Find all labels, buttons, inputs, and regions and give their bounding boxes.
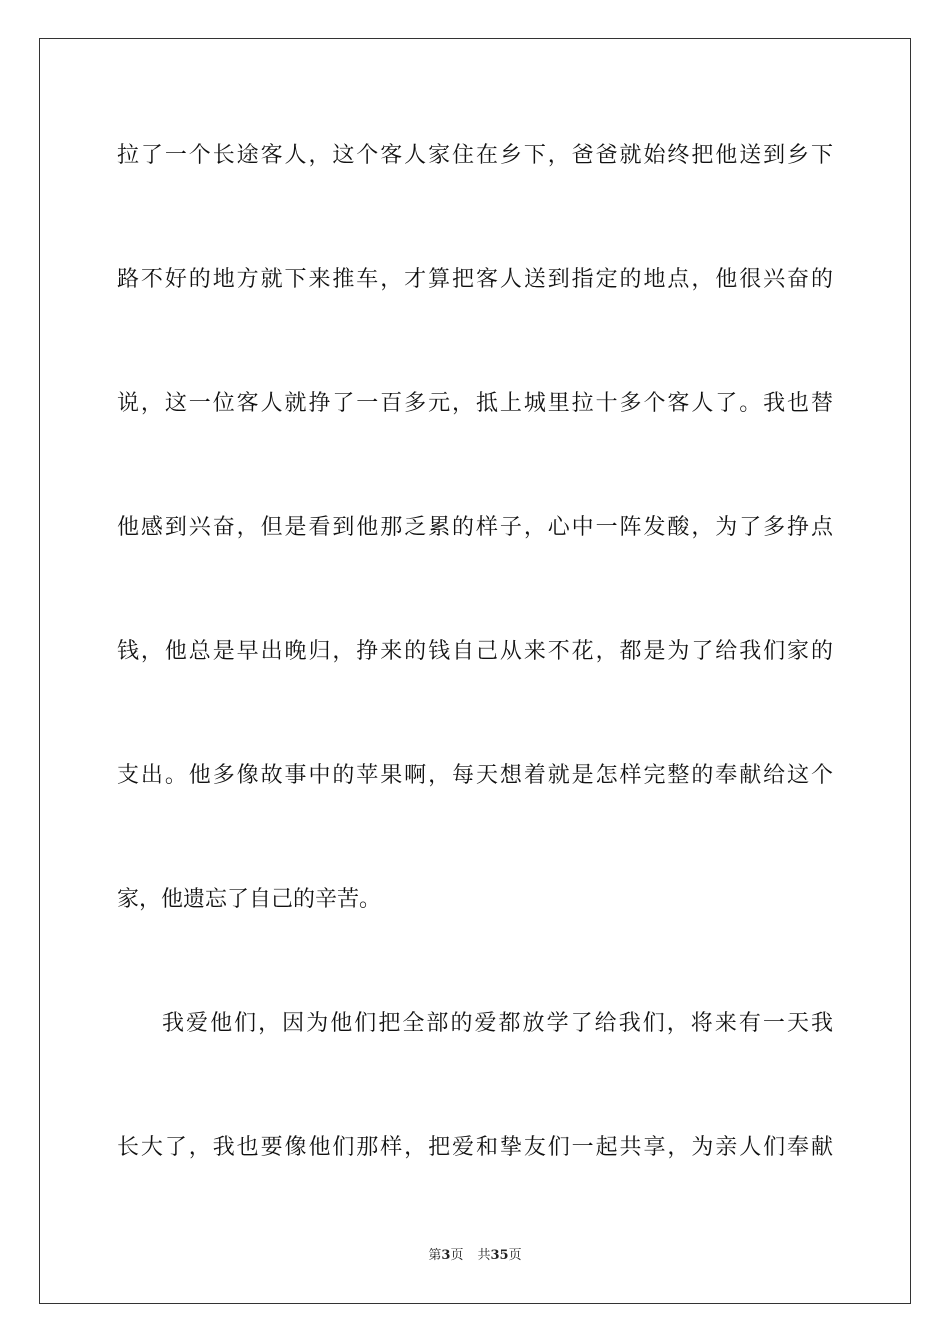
total-suffix: 页 <box>508 1248 522 1263</box>
text-line: 他感到兴奋，但是看到他那乏累的样子，心中一阵发酸，为了多挣点 <box>117 515 833 540</box>
page-footer <box>0 1246 950 1266</box>
text-line: 拉了一个长途客人，这个客人家住在乡下，爸爸就始终把他送到乡下 <box>117 143 833 168</box>
text-line: 说，这一位客人就挣了一百多元，抵上城里拉十多个客人了。我也替 <box>117 391 833 416</box>
total-pages: 35 <box>490 1248 509 1263</box>
text-line: 路不好的地方就下来推车，才算把客人送到指定的地点，他很兴奋的 <box>117 267 833 292</box>
page-suffix: 页 <box>450 1248 464 1263</box>
page-border <box>39 38 911 1304</box>
total-prefix: 共 <box>477 1248 491 1263</box>
text-line: 长大了，我也要像他们那样，把爱和挚友们一起共享，为亲人们奉献 <box>117 1135 833 1160</box>
page-prefix: 第 <box>428 1248 442 1263</box>
paragraph-first-line: 我爱他们，因为他们把全部的爱都放学了给我们，将来有一天我 <box>162 1011 833 1036</box>
text-line: 钱，他总是早出晚归，挣来的钱自己从来不花，都是为了给我们家的 <box>117 639 833 664</box>
text-line: 家，他遗忘了自己的辛苦。 <box>117 887 382 912</box>
page-number: 3 <box>441 1248 451 1263</box>
text-line: 支出。他多像故事中的苹果啊，每天想着就是怎样完整的奉献给这个 <box>117 763 833 788</box>
